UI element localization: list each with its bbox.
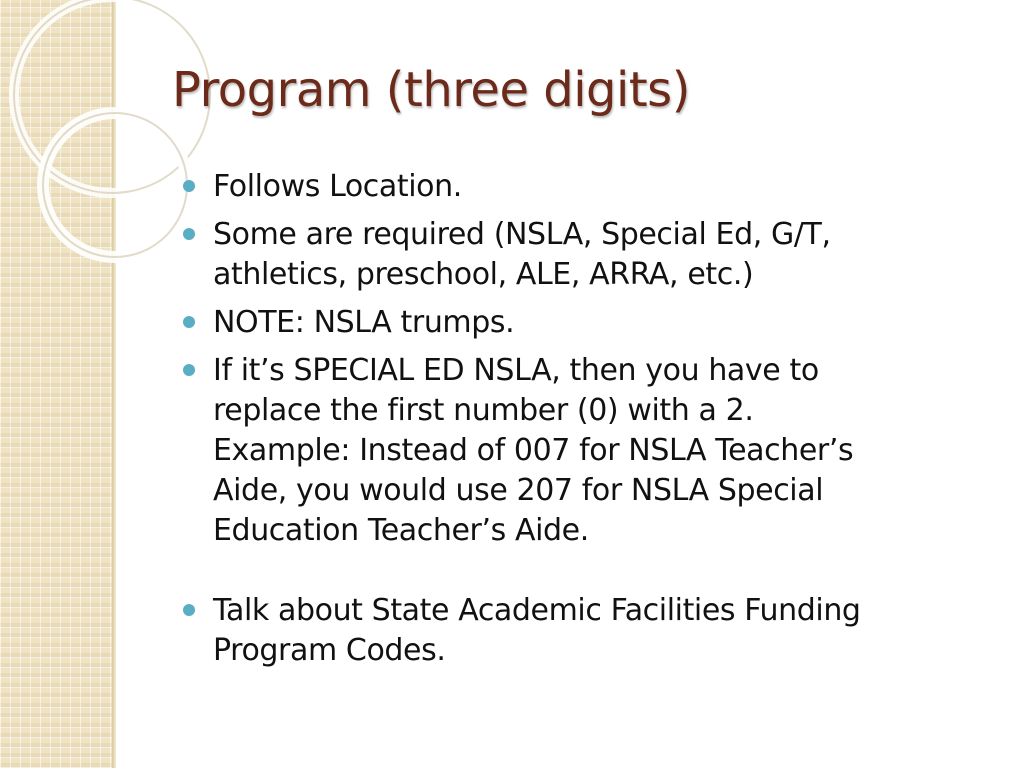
slide-title: Program (three digits) — [172, 62, 690, 118]
bullet-text: Talk about State Academic Facilities Funding — [213, 593, 861, 628]
bullet-text: Program Codes. — [213, 633, 446, 668]
bullet-text: athletics, preschool, ALE, ARRA, etc.) — [213, 257, 754, 292]
bullet-text: Aide, you would use 207 for NSLA Special — [213, 473, 824, 508]
bullet-item — [183, 351, 983, 551]
bullet-item — [183, 215, 983, 295]
bullet-icon — [183, 228, 195, 240]
bullet-item — [183, 591, 983, 671]
bullet-text: NOTE: NSLA trumps. — [213, 305, 515, 340]
bullet-text: Follows Location. — [213, 169, 462, 204]
bullet-item — [183, 303, 983, 343]
bullet-icon — [183, 604, 195, 616]
bullet-text: If it’s SPECIAL ED NSLA, then you have to — [213, 353, 819, 388]
bullet-icon — [183, 316, 195, 328]
bullet-text: replace the first number (0) with a 2. — [213, 393, 754, 428]
bullet-list — [183, 167, 983, 679]
bullet-text: Example: Instead of 007 for NSLA Teacher’s — [213, 433, 854, 468]
bullet-item — [183, 167, 983, 207]
bullet-text: Education Teacher’s Aide. — [213, 513, 589, 548]
bullet-icon — [183, 180, 195, 192]
bullet-icon — [183, 364, 195, 376]
bullet-text: Some are required (NSLA, Special Ed, G/T, — [213, 217, 831, 252]
